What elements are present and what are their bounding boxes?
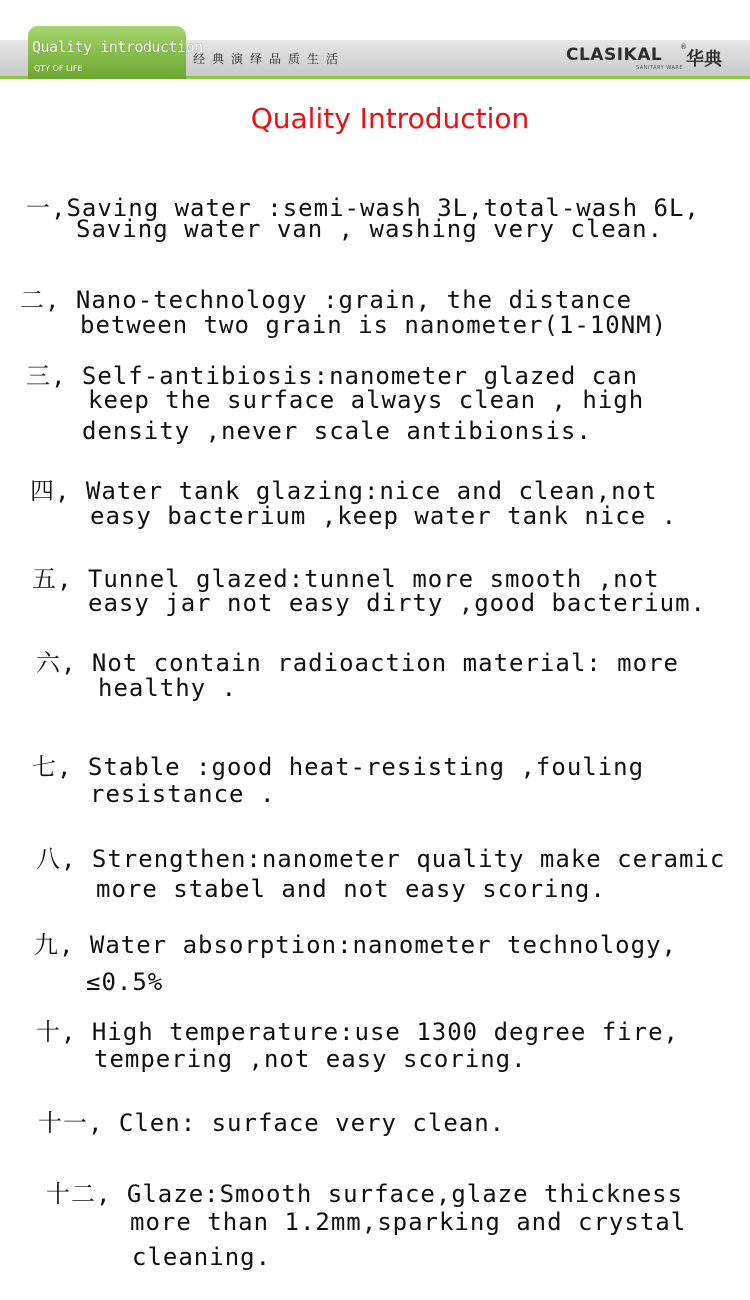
item-line: more stabel and not easy scoring.	[96, 875, 606, 903]
item-line: 七, Stable :good heat-resisting ,fouling	[32, 753, 645, 781]
item-line: 十二, Glaze:Smooth surface,glaze thickness	[46, 1180, 684, 1208]
quality-tag	[28, 26, 203, 79]
item-line: keep the surface always clean , high	[88, 386, 645, 414]
quality-tag-subtitle: QTY OF LIFE	[34, 64, 83, 73]
item-line: ≤0.5%	[86, 968, 164, 996]
item-line: resistance .	[90, 780, 276, 808]
item-line: 十一, Clen: surface very clean.	[38, 1109, 506, 1137]
quality-tag-title: Quality introduction	[32, 38, 203, 56]
item-line: 二, Nano-technology :grain, the distance	[20, 286, 633, 314]
item-line: 六, Not contain radioaction material: more	[36, 649, 679, 677]
brand-chinese-name: 华典	[686, 49, 722, 70]
brand-subtitle: SANITARY WARE	[636, 65, 684, 71]
page-title: Quality Introduction	[250, 102, 530, 135]
item-line: Saving water van , washing very clean.	[76, 215, 664, 243]
brand-logo: CLASIKAL	[566, 45, 663, 65]
item-line: healthy .	[98, 674, 238, 702]
item-line: 九, Water absorption:nanometer technology,	[34, 931, 677, 959]
item-line: between two grain is nanometer(1-10NM)	[80, 311, 668, 339]
item-line: 四, Water tank glazing:nice and clean,not	[30, 477, 658, 505]
item-line: density ,never scale antibionsis.	[82, 417, 592, 445]
item-line: 三, Self-antibiosis:nanometer glazed can	[26, 362, 639, 390]
slogan: 经典演绎品质生活	[193, 52, 346, 66]
item-line: easy jar not easy dirty ,good bacterium.	[88, 589, 706, 617]
item-line: easy bacterium ,keep water tank nice .	[90, 502, 678, 530]
item-line: 八, Strengthen:nanometer quality make ceramic	[36, 845, 726, 873]
registered-mark: ®	[680, 43, 687, 51]
item-line: 一,Saving water :semi-wash 3L,total-wash 6L,	[26, 194, 700, 222]
item-line: tempering ,not easy scoring.	[94, 1045, 527, 1073]
header-banner	[0, 0, 750, 82]
item-line: more than 1.2mm,sparking and crystal	[130, 1208, 687, 1236]
item-line: 十, High temperature:use 1300 degree fire,	[36, 1018, 679, 1046]
item-line: cleaning.	[132, 1243, 272, 1271]
item-line: 五, Tunnel glazed:tunnel more smooth ,not	[32, 565, 660, 593]
